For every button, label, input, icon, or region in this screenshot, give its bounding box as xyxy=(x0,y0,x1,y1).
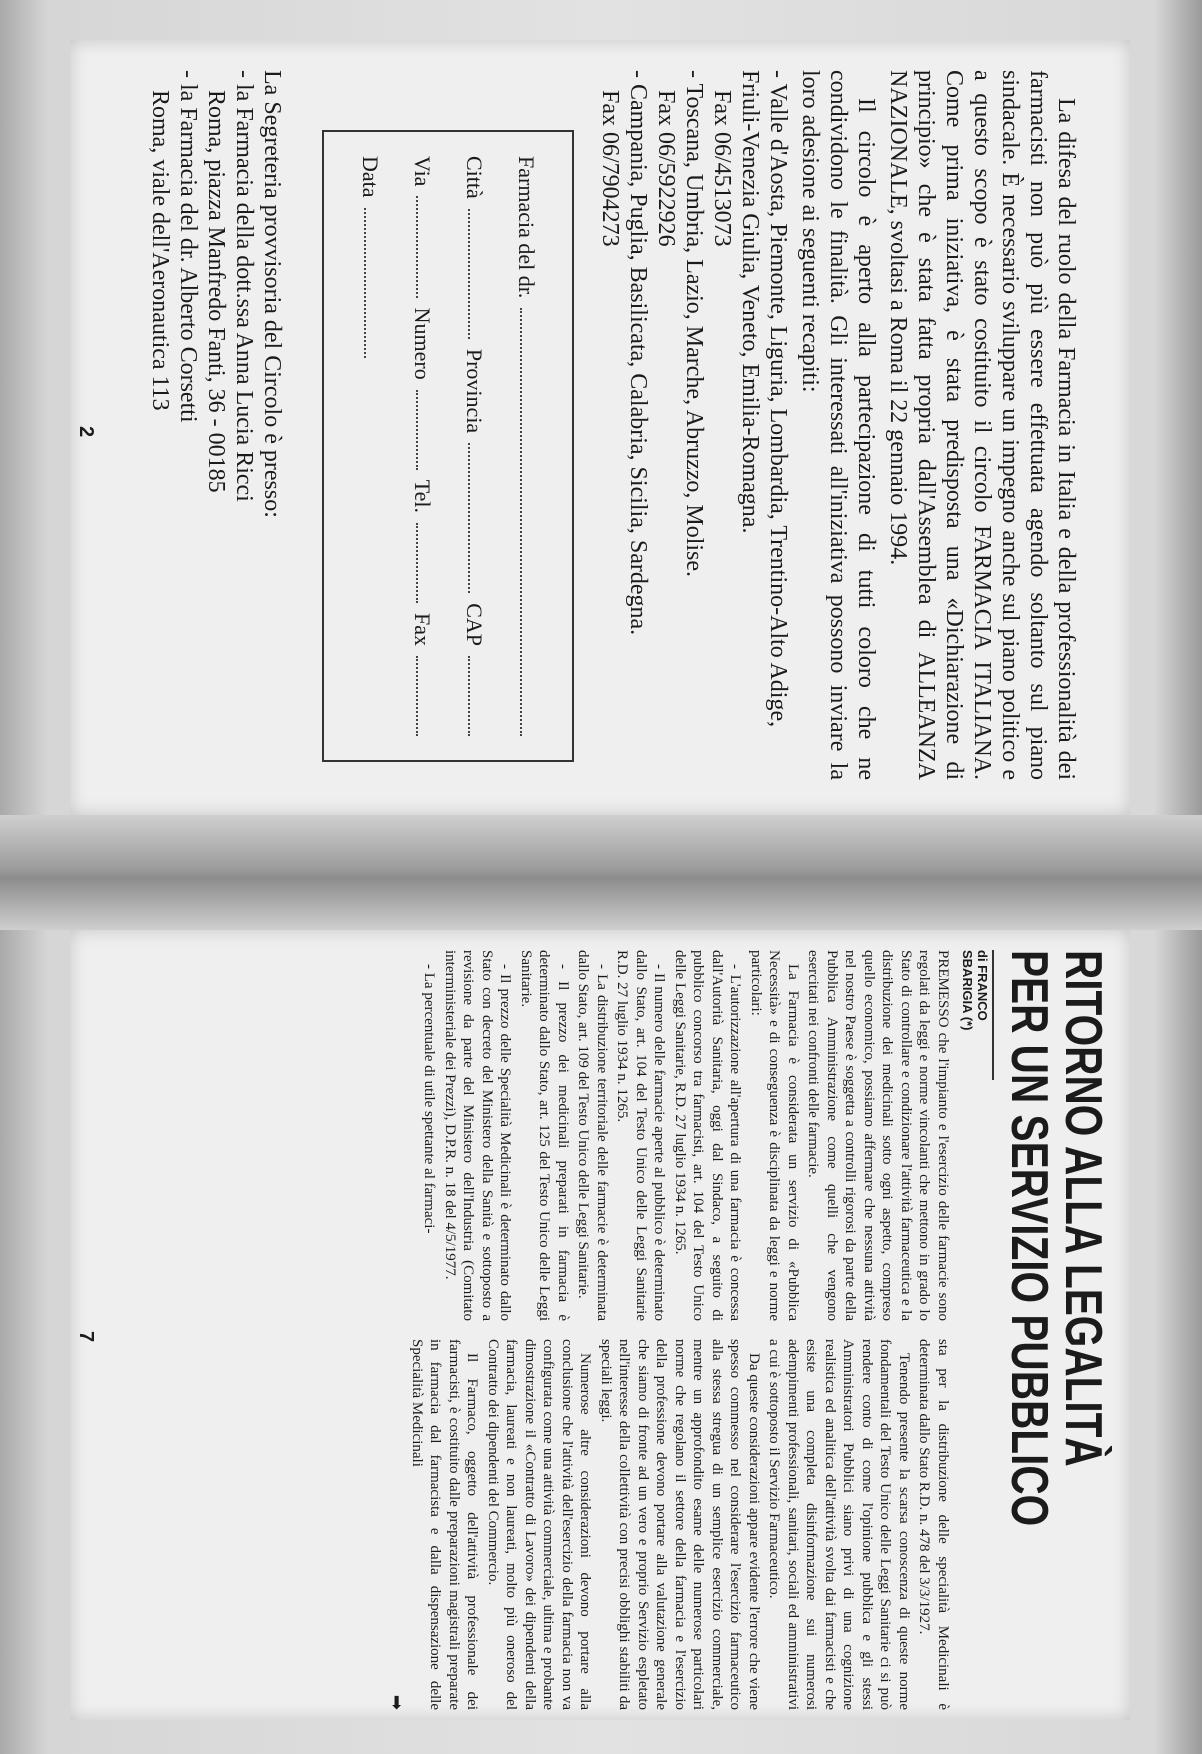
secretariat-line: Roma, piazza Manfredo Fanti, 36 - 00185 xyxy=(203,90,229,493)
fax-label: Fax xyxy=(410,613,435,646)
citta-label: Città xyxy=(462,156,487,199)
numero-field[interactable] xyxy=(416,390,448,470)
region-fax: Fax 06/7904273 xyxy=(597,90,623,247)
paragraph: - Il prezzo dei medicinali preparati in farmacia è determinato dallo Stato, art. 125 del Testo Unico delle Leggi Sanitarie. xyxy=(518,950,571,1321)
right-page-content xyxy=(50,950,1110,1710)
region-list xyxy=(596,60,792,790)
left-page-content xyxy=(50,60,1080,790)
secretariat-line: - la Farmacia della dott.ssa Anna Lucia Ricci xyxy=(231,70,257,502)
paragraph: La Farmacia è considerata un servizio di «Pubblica Necessità» e di conseguenza è disciplinata da leggi e norme particolari: xyxy=(748,950,801,1321)
region-fax: Fax 06/4513073 xyxy=(709,90,735,247)
provincia-field[interactable] xyxy=(468,443,500,593)
cap-field[interactable] xyxy=(468,656,500,736)
data-field[interactable] xyxy=(364,208,396,358)
data-label: Data xyxy=(358,156,383,198)
intro-text xyxy=(796,60,1080,790)
citta-field[interactable] xyxy=(468,209,500,339)
provincia-label: Provincia xyxy=(462,348,487,434)
paragraph: La difesa del ruolo della Farmacia in Italia e della professionalità dei farmacisti non può più essere effettuata agendo soltanto sul piano sindacale. È necessario sviluppare un impegno anche sul piano politico e a questo scopo è stato costituito il circolo FARMACIA ITALIANA. Come prima iniziativa, è stata predisposta una «Dichiarazione di principio» che è stata fatta propria dall'Assemblea di ALLEANZA NAZIONALE, svoltasi a Roma il 22 gennaio 1994. xyxy=(885,70,1079,780)
page-number-right: 7 xyxy=(75,1330,98,1343)
paragraph: - L'autorizzazione all'apertura di una farmacia è concessa dall'Autorità Sanitaria, oggi dal Sindaco, a seguito di pubblico concorso tra farmacisti, art. 104 del Testo Unico delle Leggi Sanitarie, R.D. 27 luglio 1934 n. 1265. xyxy=(672,950,744,1321)
farmacia-field[interactable] xyxy=(520,308,552,736)
page-number-left: 2 xyxy=(75,425,98,438)
region-item: - Valle d'Aosta, Piemonte, Liguria, Lombardia, Trentino-Alto Adige, Friuli-Venezia Giulia, Veneto, Emilia-Romagna. xyxy=(737,70,791,728)
form-row-farmacia xyxy=(500,156,552,736)
paragraph: Numerose altre considerazioni devono portare alla conclusione che l'attività dell'esercizio della farmacia non va configurata come una attività commerciale, ultima e probante dimostrazione il «Contratto di Lavoro» dei dipendenti della farmacia, laureati e non laureati, molto più oneroso del Contratto dei dipendenti del Commercio. xyxy=(485,1339,594,1710)
form-row-data xyxy=(344,156,396,736)
farmacia-label: Farmacia del dr. xyxy=(514,156,539,299)
tel-label: Tel. xyxy=(410,479,435,513)
article-column-1 xyxy=(387,950,952,1321)
via-field[interactable] xyxy=(416,196,448,297)
membership-form xyxy=(322,130,574,762)
secretariat-line: La Segreteria provvisoria del Circolo è presso: xyxy=(259,70,285,518)
numero-label: Numero xyxy=(410,307,435,380)
paragraph: - Il numero delle farmacie aperte al pubblico è determinato dallo Stato, art. 104 del Testo Unico delle Leggi Sanitarie R.D. 27 luglio 1934 n. 1265. xyxy=(614,950,668,1321)
region-item: - Campania, Puglia, Basilicata, Calabria, Sicilia, Sardegna. xyxy=(625,70,651,636)
region-fax: Fax 06/5922926 xyxy=(653,90,679,247)
continue-arrow-icon: ➡ xyxy=(386,1694,408,1710)
byline: di FRANCO SBARIGIA (*) xyxy=(960,950,994,1080)
paragraph: Il circolo è aperto alla partecipazione di tutti coloro che ne condividono le finalità. Gli interessati all'iniziativa possono inviare la loro adesione ai seguenti recapiti: xyxy=(797,70,879,780)
article-columns xyxy=(387,950,952,1710)
article-column-2 xyxy=(387,1339,952,1710)
paragraph: - La percentuale di utile spettante al farmaci- xyxy=(421,964,438,1234)
secretariat-info xyxy=(146,60,286,790)
page-fold xyxy=(0,815,1202,930)
via-label: Via xyxy=(410,156,435,187)
headline-line-1: RITORNO ALLA LEGALITÀ xyxy=(1054,950,1112,1467)
fax-field[interactable] xyxy=(416,656,448,736)
paragraph: Il Farmaco, oggetto dell'attività professionale dei farmacisti, è costituito dalle preparazioni magistrali preparate in farmacia dal farmacista e dalla dispensazione delle Specialità Medicinali xyxy=(409,1339,481,1710)
paragraph: Tenendo presente la scarsa conoscenza di queste norme fondamentali del Testo Unico delle Leggi Sanitarie ci si può rendere conto di come l'opinione pubblica e gli stessi Amministratori Pubblici siano privi di una cognizione realistica ed analitica dell'attività svolta dai farmacisti e che esiste una completa disinformazione sui numerosi adempimenti professionali, sanitari, sociali ed amministrativi a cui è sottoposto il Servizio Farmaceutico. xyxy=(766,1339,912,1710)
headline-line-2: PER UN SERVIZIO PUBBLICO xyxy=(1000,950,1058,1527)
paragraph: - Il prezzo delle Specialità Medicinali è determinato dallo Stato con decreto del Ministero della Sanità e sottoposto a revisione da parte del Ministero dell'Industria (Comitato interministeriale dei Prezzi), D.P.R. n. 18 del 4/5/1977. xyxy=(442,950,514,1321)
paragraph: - La distribuzione territoriale delle farmacie è determinata dallo Stato, art. 109 del Testo Unico delle Leggi Sanitarie. xyxy=(575,950,610,1321)
paragraph: Da queste considerazioni appare evidente l'errore che viene spesso commesso nel considerare l'esercizio farmaceutico alla stessa stregua di un semplice esercizio commerciale, mentre un approfondito esame delle numerose particolari norme che regolano il settore della farmacia e l'esercizio della professione devono portare alla valutazione generale che siamo di fronte ad un vero e proprio Servizio espletato nell'interesse della collettività con precisi obblighi stabiliti da speciali leggi. xyxy=(598,1339,762,1710)
region-item: - Toscana, Umbria, Lazio, Marche, Abruzzo, Molise. xyxy=(681,70,707,578)
paragraph: PREMESSO che l'impianto e l'esercizio delle farmacie sono regolati da leggi e norme vincolanti che mettono in grado lo Stato di controllare e condizionare l'attività farmaceutica e la distribuzione dei medicinali sotto ogni aspetto, compreso quello economico, possiamo affermare che nessuna attività nel nostro Paese è soggetta a controlli rigorosi da parte della Pubblica Amministrazione come quelli che vengono esercitati nei confronti delle farmacie. xyxy=(805,950,951,1321)
tel-field[interactable] xyxy=(416,523,448,603)
paragraph: sta per la distribuzione delle specialità Medicinali è determinata dallo Stato R.D. n. 478 del 3/3/1927. xyxy=(916,1339,951,1710)
form-row-via xyxy=(396,156,448,736)
secretariat-line: - la Farmacia del dr. Alberto Corsetti xyxy=(175,70,201,423)
secretariat-line: Roma, viale dell'Aeronautica 113 xyxy=(147,90,173,411)
form-row-citta xyxy=(448,156,500,736)
cap-label: CAP xyxy=(462,603,487,646)
